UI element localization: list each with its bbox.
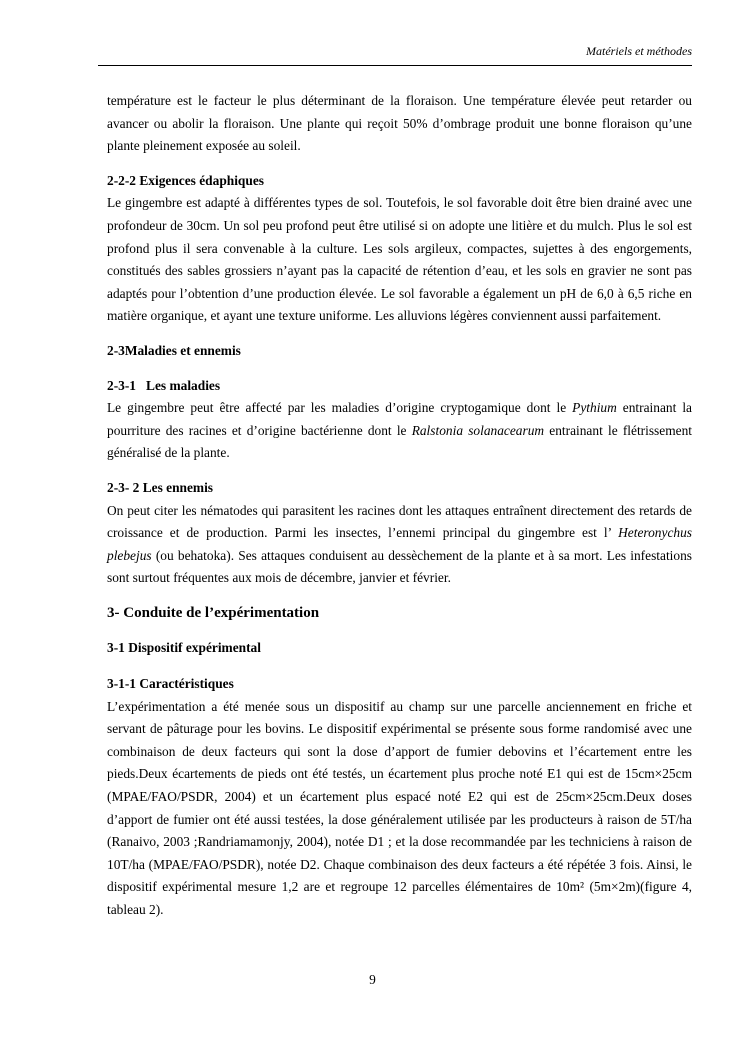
species-heteronychus: Heteronychus plebejus [107,525,692,563]
paragraph-2-3-1-part-b: entrainant la pourriture des racines et d’origine bactérienne dont le [107,400,692,438]
heading-3: 3- Conduite de l’expérimentation [107,604,320,621]
paragraph-2-3-1 [107,397,692,465]
paragraph-3-1-1: L’expérimentation a été menée sous un dispositif au champ sur une parcelle anciennement en friche et servant de pâturage pour les bovins. Le dispositif expérimental se présente sous forme randomisé avec une combinaison de deux facteurs qui sont la dose d’apport de fumier debovins et l’écartement entre les pieds.Deux écartements de pieds ont été testés, un écartement plus proche noté E1 qui est de 15cm×25cm (MPAE/FAO/PSDR, 2004) et un écartement plus espacé noté E2 qui est de 25cm×25cm.Deux doses d’apport de fumier ont été aussi testées, la dose généralement utilisée par les producteurs à raison de 5T/ha (Ranaivo, 2003 ;Randriamamonjy, 2004), notée D1 ; et la dose recommandée par les techniciens à raison de 10T/ha (MPAE/FAO/PSDR), notée D2. Chaque combinaison des deux facteurs a été répétée 3 fois. Ainsi, le dispositif expérimental mesure 1,2 are et regroupe 12 parcelles élémentaires de 10m² (5m×2m)(figure 4, tableau 2). [107,698,692,917]
paragraph-2-3-1-part-a: Le gingembre peut être affecté par les maladies d’origine cryptogamique dont le [107,400,573,416]
intro-paragraph: température est le facteur le plus déterminant de la floraison. Une température élevée peut retarder ou avancer ou abolir la floraison. Une plante qui reçoit 50% d’ombrage produit une bonne floraison qu’une plante pleinement exposée au soleil. [107,93,692,154]
heading-3-1: 3-1 Dispositif expérimental [107,640,261,656]
heading-2-3-1: 2-3-1 Les maladies [107,377,221,393]
paragraph-2-2-2: Le gingembre est adapté à différentes types de sol. Toutefois, le sol favorable doit être bien drainé avec une profondeur de 30cm. Un sol peu profond peut être utilisé si on adopte une litière et du mulch. Plus le sol est profond plus il sera convenable à la culture. Les sols argileux, compactes, sujettes à des engorgements, constitués des sables grossiers n’ayant pas la capacité de rétention d’eau, et les sols en gravier ne sont pas adaptés pour l’obtention d’une production élevée. Le sol favorable a également un pH de 6,0 à 6,5 riche en matière organique, et ayant une texture uniforme. Les alluvions légères conviennent aussi parfaitement. [107,195,692,324]
heading-2-3-2: 2-3- 2 Les ennemis [107,479,214,495]
heading-2-2-2: 2-2-2 Exigences édaphiques [107,172,264,188]
heading-2-3: 2-3Maladies et ennemis [107,342,241,358]
paragraph-2-3-2 [107,500,692,590]
paragraph-2-3-2-part-b: (ou behatoka). Ses attaques conduisent au dessèchement de la plante et à sa mort. Les infestations sont surtout fréquentes aux mois de décembre, janvier et février. [107,547,692,586]
paragraph-2-3-1-part-c: entrainant le flétrissement généralisé de la plante. [107,422,692,461]
header-rule [98,65,692,66]
species-ralstonia: Ralstonia solanacearum [411,422,545,438]
paragraph-2-3-2-part-a: On peut citer les nématodes qui parasitent les racines dont les attaques entraînent directement des retards de croissance et de production. Parmi les insectes, l’ennemi principal du gingembre est l’ [107,502,692,541]
heading-3-1-1: 3-1-1 Caractéristiques [107,676,234,692]
page-body [107,90,692,922]
page-number: 9 [369,972,376,987]
species-pythium: Pythium [572,400,617,416]
running-header: Matériels et méthodes [586,44,692,58]
